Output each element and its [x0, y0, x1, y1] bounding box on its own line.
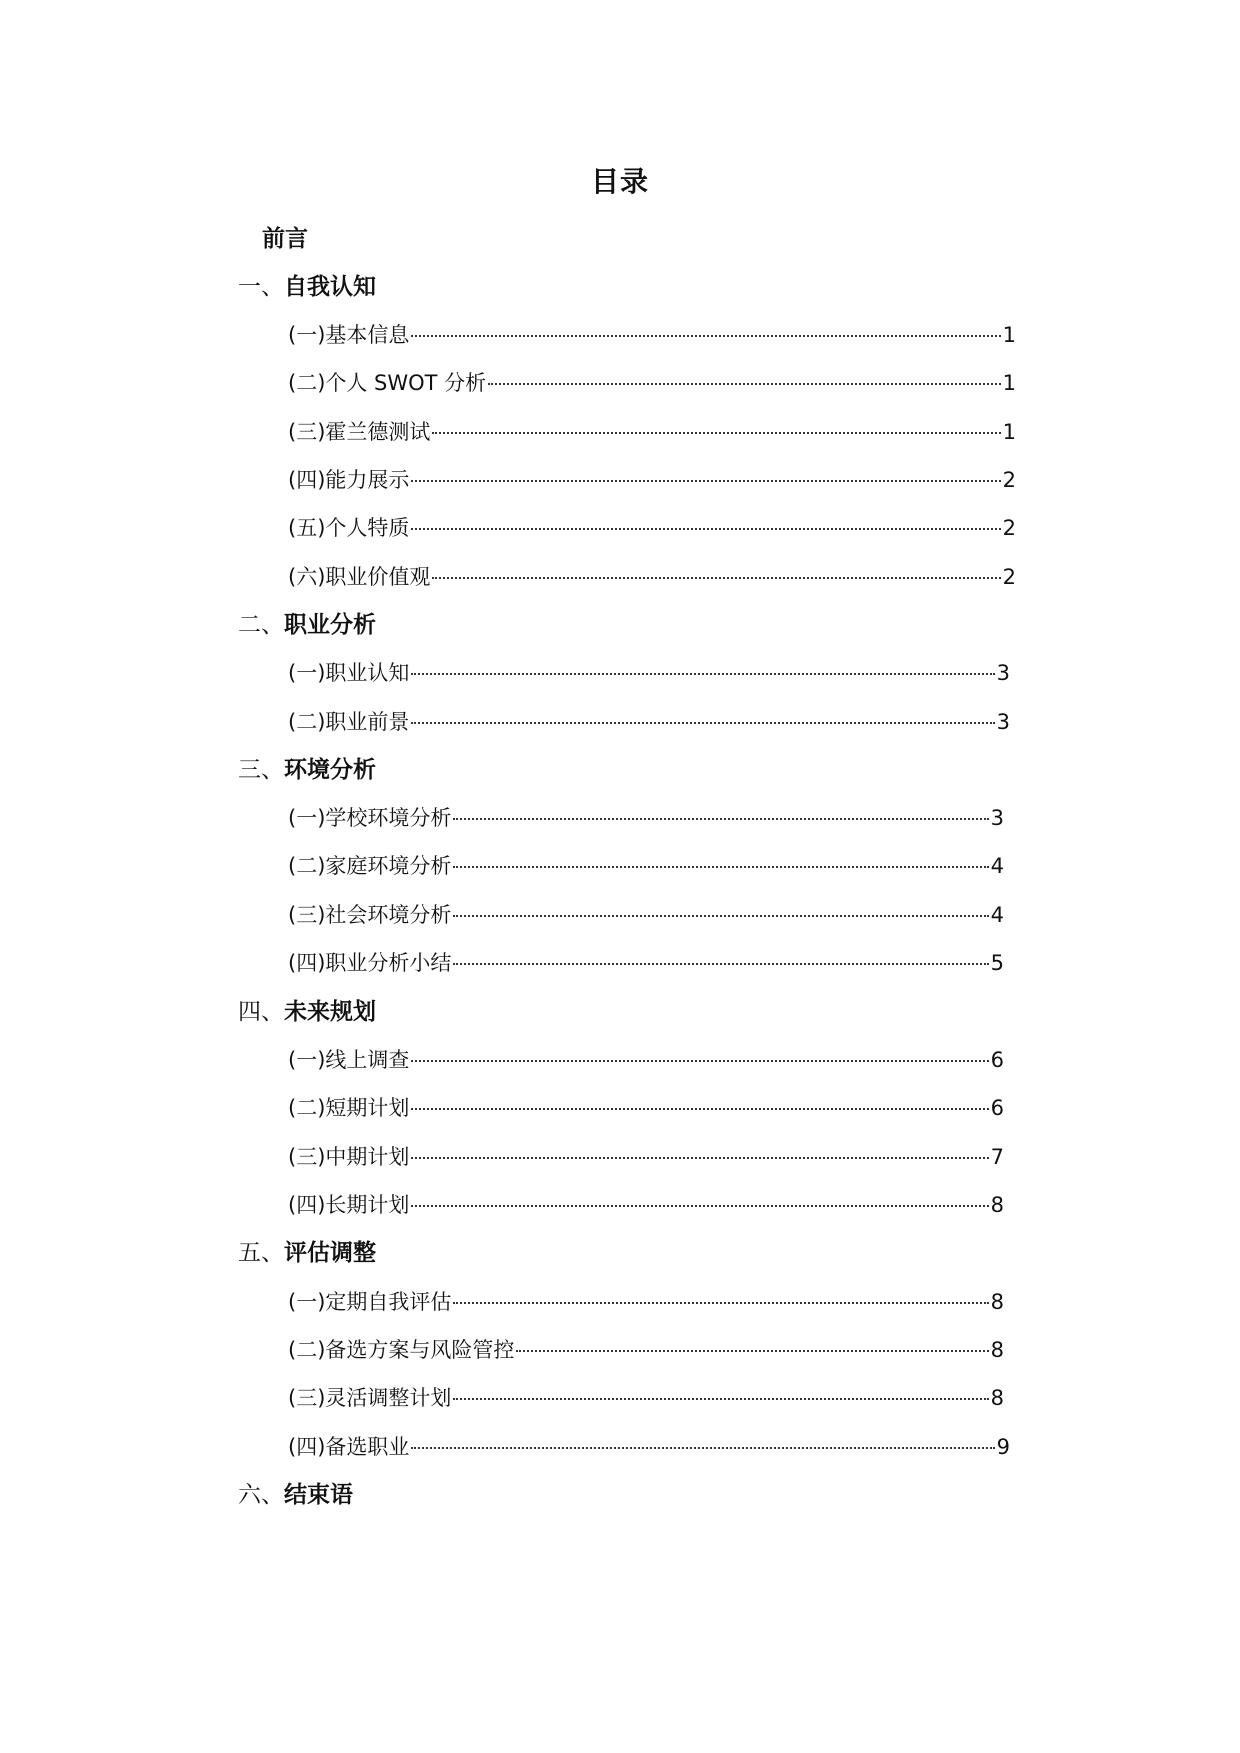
toc-entry-page: 8: [990, 1386, 1004, 1410]
toc-entry[interactable]: [288, 948, 1004, 978]
toc-entry-page: 6: [990, 1048, 1004, 1072]
toc-dot-leader: [411, 335, 1000, 337]
toc-entry-label: (六)职业价值观: [288, 565, 431, 589]
toc-entry[interactable]: [288, 1335, 1004, 1365]
toc-entry[interactable]: [288, 465, 1016, 495]
toc-entry-label: (四)职业分析小结: [288, 951, 452, 975]
toc-entry-label: (三)中期计划: [288, 1145, 410, 1169]
toc-entry[interactable]: [288, 1045, 1004, 1075]
toc-entry-label: (二)家庭环境分析: [288, 854, 452, 878]
toc-entry-page: 8: [990, 1338, 1004, 1362]
toc-entry-page: 8: [990, 1290, 1004, 1314]
toc-entry-page: 6: [990, 1096, 1004, 1120]
toc-entry-page: 5: [990, 951, 1004, 975]
toc-entry-label: (三)社会环境分析: [288, 903, 452, 927]
toc-dot-leader: [453, 1302, 988, 1304]
toc-entry[interactable]: [288, 562, 1016, 592]
toc-entry[interactable]: [288, 1287, 1004, 1317]
toc-entry-label: (四)备选职业: [288, 1435, 410, 1459]
toc-entry-label: (一)线上调查: [288, 1048, 410, 1072]
toc-dot-leader: [411, 722, 994, 724]
toc-dot-leader: [453, 1398, 988, 1400]
toc-dot-leader: [411, 528, 1000, 530]
toc-section-title: 评估调整: [284, 1240, 376, 1266]
toc-dot-leader: [453, 915, 988, 917]
toc-entry[interactable]: [288, 368, 1016, 398]
toc-entry[interactable]: [288, 1383, 1004, 1413]
toc-dot-leader: [411, 1108, 988, 1110]
toc-section-title: 职业分析: [284, 612, 376, 638]
toc-entry-label: (五)个人特质: [288, 516, 410, 540]
toc-title: 目录: [590, 165, 649, 198]
toc-entry-page: 3: [990, 806, 1004, 830]
toc-dot-leader: [453, 963, 988, 965]
toc-dot-leader: [432, 432, 1000, 434]
toc-entry[interactable]: [288, 1093, 1004, 1123]
toc-entry[interactable]: [288, 1190, 1004, 1220]
toc-entry-label: (二)短期计划: [288, 1096, 410, 1120]
toc-entry[interactable]: [288, 707, 1010, 737]
toc-entry-page: 8: [990, 1193, 1004, 1217]
toc-dot-leader: [411, 1157, 988, 1159]
toc-entry-page: 1: [1002, 323, 1016, 347]
toc-entry-page: 9: [996, 1435, 1010, 1459]
toc-entry-page: 3: [996, 661, 1010, 685]
toc-entry[interactable]: [288, 417, 1016, 447]
toc-entry-label: (二)个人 SWOT 分析: [288, 371, 487, 395]
toc-dot-leader: [432, 577, 1000, 579]
toc-section-number: 一、: [238, 274, 284, 300]
toc-section-heading[interactable]: [238, 1480, 353, 1510]
toc-entry-label: (四)能力展示: [288, 468, 410, 492]
toc-entry[interactable]: [288, 803, 1004, 833]
toc-entry-label: (一)职业认知: [288, 661, 410, 685]
toc-entry[interactable]: [288, 851, 1004, 881]
toc-entry[interactable]: [288, 1142, 1004, 1172]
toc-entry[interactable]: [288, 1432, 1010, 1462]
toc-entry-page: 2: [1002, 468, 1016, 492]
toc-section-title: 结束语: [284, 1482, 353, 1508]
toc-entry-label: (一)学校环境分析: [288, 806, 452, 830]
toc-entry-label: (三)灵活调整计划: [288, 1386, 452, 1410]
toc-entry-label: (四)长期计划: [288, 1193, 410, 1217]
toc-dot-leader: [411, 480, 1000, 482]
toc-section-number: 二、: [238, 612, 284, 638]
toc-section-heading[interactable]: [238, 755, 376, 785]
toc-entry-page: 2: [1002, 516, 1016, 540]
toc-entry-page: 4: [990, 903, 1004, 927]
toc-entry-page: 7: [990, 1145, 1004, 1169]
toc-entry-page: 1: [1002, 371, 1016, 395]
toc-dot-leader: [411, 1060, 988, 1062]
toc-dot-leader: [411, 1447, 994, 1449]
toc-section-title: 环境分析: [284, 757, 376, 783]
toc-dot-leader: [453, 818, 988, 820]
toc-section-heading[interactable]: [238, 272, 376, 302]
toc-entry-label: (一)定期自我评估: [288, 1290, 452, 1314]
toc-entry-page: 3: [996, 710, 1010, 734]
toc-section-heading[interactable]: [238, 610, 376, 640]
toc-entry[interactable]: [288, 320, 1016, 350]
toc-entry-page: 1: [1002, 420, 1016, 444]
toc-entry-page: 4: [990, 854, 1004, 878]
toc-section-number: 三、: [238, 757, 284, 783]
toc-entry-label: (二)备选方案与风险管控: [288, 1338, 515, 1362]
toc-entry-label: (一)基本信息: [288, 323, 410, 347]
toc-section-number: 四、: [238, 999, 284, 1025]
toc-entry[interactable]: [288, 900, 1004, 930]
toc-dot-leader: [453, 866, 988, 868]
toc-section-number: 六、: [238, 1482, 284, 1508]
toc-dot-leader: [411, 1205, 988, 1207]
toc-preface-label: 前言: [262, 226, 308, 252]
toc-entry[interactable]: [288, 658, 1010, 688]
toc-dot-leader: [488, 383, 1000, 385]
toc-entry-label: (二)职业前景: [288, 710, 410, 734]
toc-dot-leader: [411, 673, 994, 675]
toc-dot-leader: [516, 1350, 988, 1352]
toc-preface[interactable]: [262, 224, 308, 254]
toc-section-heading[interactable]: [238, 997, 376, 1027]
toc-section-title: 自我认知: [284, 274, 376, 300]
toc-entry-page: 2: [1002, 565, 1016, 589]
toc-section-heading[interactable]: [238, 1238, 376, 1268]
toc-section-title: 未来规划: [284, 999, 376, 1025]
toc-section-number: 五、: [238, 1240, 284, 1266]
toc-entry-label: (三)霍兰德测试: [288, 420, 431, 444]
toc-entry[interactable]: [288, 513, 1016, 543]
